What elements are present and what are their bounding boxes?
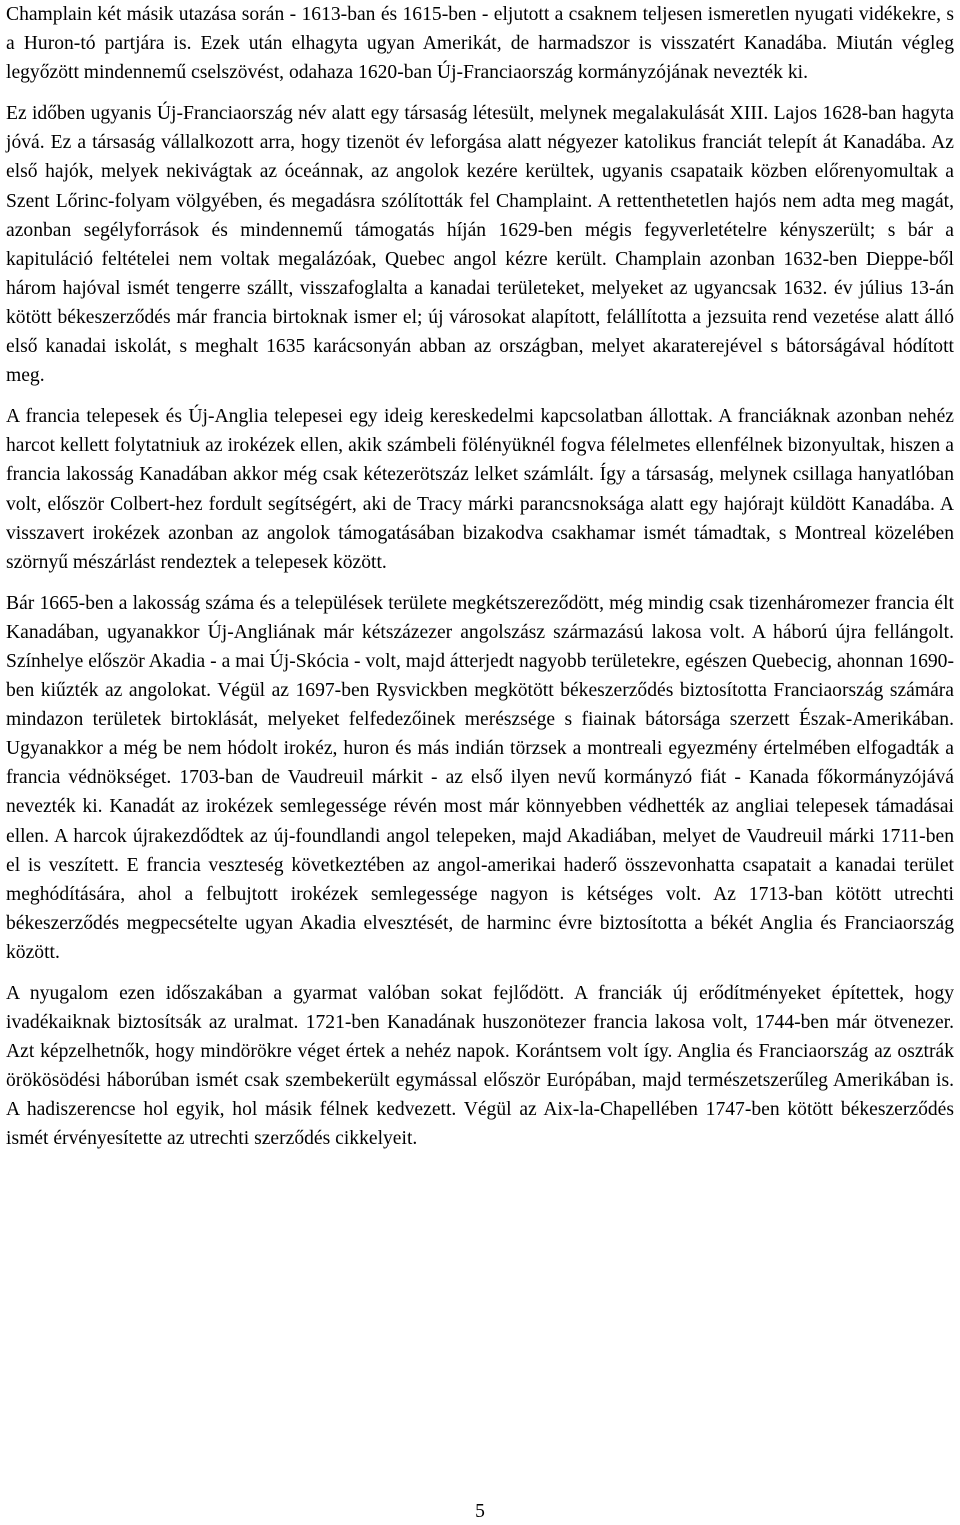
page-number: 5 — [475, 1501, 485, 1522]
paragraph-iroquois-conflict: A francia telepesek és Új-Anglia telepesei egy ideig kereskedelmi kapcsolatban állottak. A franciáknak azonban nehéz harcot kellett folytatniuk az irokézek ellen, akik számbeli fölényüknél fogva félelmetes ellenfélnek bizonyultak, hiszen a francia lakosság Kanadában akkor még csak kétezerötszáz lelket számlált. Így a társaság, melynek csillaga hanyatlóban volt, először Colbert-hez fordult segítségért, aki de Tracy márki parancsnoksága alatt egy hajórajt küldött Kanadába. A visszavert irokézek azonban az angolok támogatásában bizakodva csakhamar ismét támadtak, s Montreal közelében szörnyű mészárlást rendeztek a telepesek között. — [6, 406, 954, 573]
paragraph-new-france-company: Ez időben ugyanis Új-Franciaország név alatt egy társaság létesült, melynek megalakulását XIII. Lajos 1628-ban hagyta jóvá. Ez a társaság vállalkozott arra, hogy tizenöt év leforgása alatt négyezer katolikus franciát telepít át Kanadába. Az első hajók, melyek nekivágtak az óceánnak, az angolok kezére kerültek, ugyanis csapataik közben előrenyomultak a Szent Lőrinc-folyam völgyében, és megadásra szólították fel Champlaint. A rettenthetetlen hajós nem adta meg magát, azonban segélyforrások és mindennemű támogatás híján 1629-ben mégis fegyverletételre kényszerült; s bár a kapituláció feltételei nem voltak megalázóak, Quebec angol kézre került. Champlain azonban 1632-ben Dieppe-ből három hajóval ismét tengerre szállt, visszafoglalta a kanadai területeket, melyeket az ugyancsak 1632. év július 13-án kötött békeszerződés már francia birtoknak ismer el; új városokat alapított, felállította a jezsuita rend vezetése alatt álló első kanadai iskolát, s meghalt 1635 karácsonyán abban az országban, melyet akaraterejével s bátorságával hódított meg. — [6, 103, 954, 387]
paragraph-period-of-peace: A nyugalom ezen időszakában a gyarmat valóban sokat fejlődött. A franciák új erődítményeket építettek, hogy ivadékaiknak biztosítsák az uralmat. 1721-ben Kanadának huszonötezer francia lakosa volt, 1744-ben már ötvenezer. Azt képzelhetnők, hogy mindörökre véget értek a nehéz napok. Korántsem volt így. Anglia és Franciaország az osztrák örökösödési háborúban ismét csak szembekerült egymással először Európában, majd természetszerűleg Amerikában is. A hadiszerencse hol egyik, hol másik félnek kedvezett. Végül az Aix-la-Chapellében 1747-ben kötött békeszerződés ismét érvényesítette az utrechti szerződés cikkelyeit. — [6, 983, 954, 1150]
paragraph-war-and-treaties: Bár 1665-ben a lakosság száma és a települések területe megkétszereződött, még mindig csak tizenháromezer francia élt Kanadában, ugyanakkor Új-Angliának már kétszázezer angolszász származású lakosa volt. A háború újra fellángolt. Színhelye először Akadia - a mai Új-Skócia - volt, majd átterjedt nagyobb területekre, egészen Quebecig, ahonnan 1690-ben kiűzték az angolokat. Végül az 1697-ben Rysvickben megkötött békeszerződés biztosította Franciaország számára mindazon területek birtoklását, melyeket felfedezőinek merészsége s fiainak bátorsága szerzett Észak-Amerikában. Ugyanakkor a még be nem hódolt irokéz, huron és más indián törzsek a montreali egyezmény értelmében elfogadták a francia védnökséget. 1703-ban de Vaudreuil márkit - az első ilyen nevű kormányzó fiát - Kanada főkormányzójává nevezték ki. Kanadát az irokézek semlegessége révén most már könnyebben védhették az angliai telepesek támadásai ellen. A harcok újrakezdődtek az új-foundlandi angol telepeken, majd Akadiában, melyet de Vaudreuil márki 1711-ben el is veszített. E francia veszteség következtében az angol-amerikai haderő összevonhatta csapatait a kanadai terület meghódítására, ahol a felbujtott irokézek semlegessége nagyon is kétséges volt. Az 1713-ban kötött utrechti békeszerződés megpecsételte ugyan Akadia elvesztését, de harminc évre biztosította a békét Anglia és Franciaország között. — [6, 592, 954, 963]
paragraph-champlain-travels: Champlain két másik utazása során - 1613-ban és 1615-ben - eljutott a csaknem teljesen ismeretlen nyugati vidékekre, s a Huron-tó partjára is. Ezek után elhagyta ugyan Amerikát, de harmadszor is visszatért Kanadába. Miután végleg legyőzött mindennemű cselszövést, odahaza 1620-ban Új-Franciaország kormányzójának nevezték ki. — [6, 4, 954, 84]
document-page — [6, 0, 954, 1154]
